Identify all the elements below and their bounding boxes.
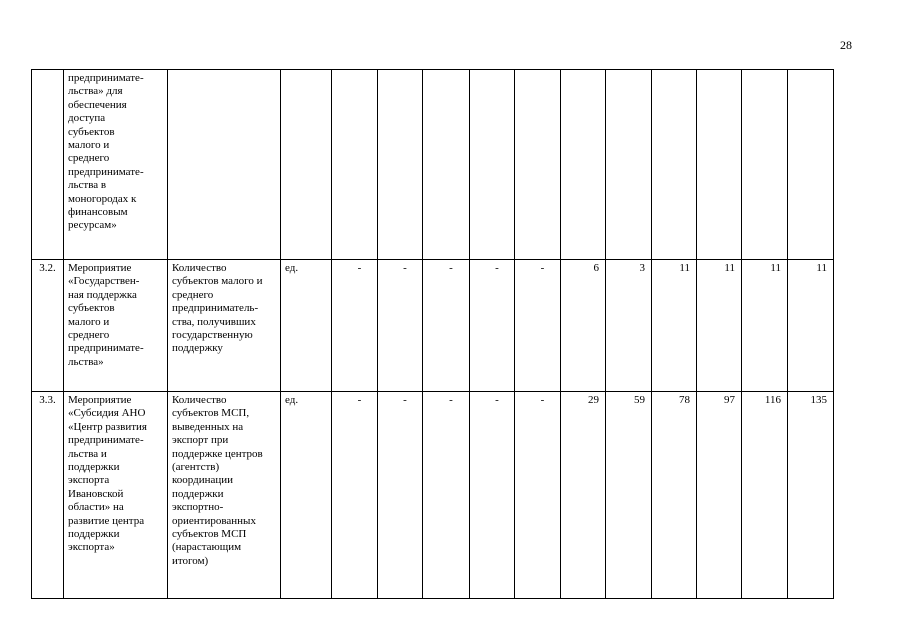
value-cell: 116 — [742, 392, 788, 599]
value-cell — [470, 70, 515, 260]
value-cell: 11 — [697, 260, 742, 392]
row-number — [32, 70, 64, 260]
indicator-cell: Количество субъектов малого и среднего предприниматель- ства, получивших государственную поддержку — [168, 260, 281, 392]
value-cell: 11 — [788, 260, 834, 392]
value-cell — [606, 70, 652, 260]
value-cell — [788, 70, 834, 260]
value-cell: - — [332, 392, 378, 599]
value-cell: - — [515, 392, 561, 599]
event-name-cell: Мероприятие «Субсидия АНО «Центр развития предпринимате- льства и поддержки экспорта Ивановской области» на развитие центра поддержки экспорта» — [64, 392, 168, 599]
unit-cell — [281, 70, 332, 260]
value-cell: 6 — [561, 260, 606, 392]
table-row — [32, 70, 834, 260]
value-cell: 11 — [742, 260, 788, 392]
value-cell: 29 — [561, 392, 606, 599]
value-cell: - — [515, 260, 561, 392]
indicator-cell: Количество субъектов МСП, выведенных на экспорт при поддержке центров (агентств) координации поддержки экспортно- ориентированных субъектов МСП (нарастающим итогом) — [168, 392, 281, 599]
value-cell: - — [423, 392, 470, 599]
value-cell — [561, 70, 606, 260]
row-number: 3.3. — [32, 392, 64, 599]
value-cell: - — [378, 392, 423, 599]
indicator-cell — [168, 70, 281, 260]
value-cell: 59 — [606, 392, 652, 599]
value-cell: - — [470, 392, 515, 599]
event-name-cell: Мероприятие «Государствен- ная поддержка субъектов малого и среднего предпринимате- льства» — [64, 260, 168, 392]
value-cell — [423, 70, 470, 260]
value-cell: - — [423, 260, 470, 392]
value-cell: 135 — [788, 392, 834, 599]
value-cell: 78 — [652, 392, 697, 599]
value-cell: - — [332, 260, 378, 392]
unit-cell: ед. — [281, 392, 332, 599]
table-row — [32, 392, 834, 599]
unit-cell: ед. — [281, 260, 332, 392]
value-cell — [378, 70, 423, 260]
value-cell: 97 — [697, 392, 742, 599]
value-cell: - — [378, 260, 423, 392]
event-name-cell: предпринимате- льства» для обеспечения доступа субъектов малого и среднего предпринимате- льства в моногородах к финансовым ресурсам» — [64, 70, 168, 260]
value-cell — [332, 70, 378, 260]
value-cell — [697, 70, 742, 260]
row-number: 3.2. — [32, 260, 64, 392]
value-cell — [742, 70, 788, 260]
table-row — [32, 260, 834, 392]
value-cell — [515, 70, 561, 260]
page-number: 28 — [840, 38, 852, 52]
value-cell: - — [470, 260, 515, 392]
value-cell — [652, 70, 697, 260]
value-cell: 11 — [652, 260, 697, 392]
value-cell: 3 — [606, 260, 652, 392]
indicators-table — [31, 69, 834, 599]
